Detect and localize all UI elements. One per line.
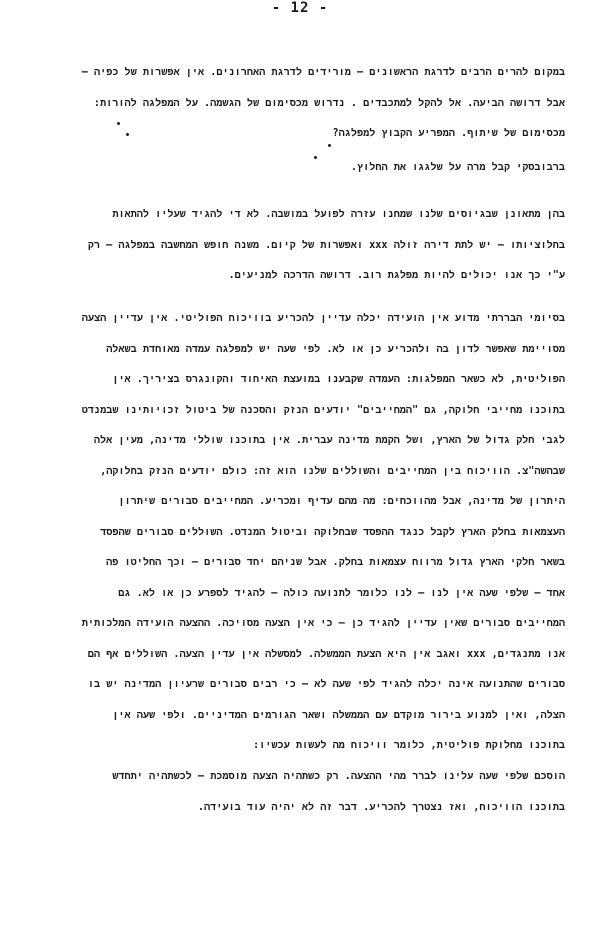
- ink-dot: [117, 122, 120, 125]
- text-line: אחד – שלפי שעה אין לנו – לנו כלומר לתנועה כולה – להגיד לספרע כן או לא. גם: [118, 587, 565, 599]
- page-number: - 12 -: [271, 0, 329, 16]
- text-line: בהן מתאונן שבגיוסים שלנו שמחנו עזרה לפועל במושבה. לא די להגיד שעליו להתאות: [112, 209, 565, 220]
- text-line: בחלוציותו – יש לתת דירה זולה xxx ואפשרות של קיום. משנה חופש המחשבה במפלגה – רק: [87, 239, 565, 251]
- text-line: הוסכם שלפי שעה עלינו לברר מהי ההצעה. רק כשתהיה הצעה מוסמכת – לכשתהיה יתחדש: [112, 771, 565, 782]
- text-line: הפוליטית, לא כשאר המפלגות: העמדה שקבענו במועצת האיחוד והקונגרס בציריך. אין: [112, 374, 565, 385]
- text-line: אבל דרושה הביעה. אל להקל למתכבדים . נדרוש מכסימום של הגשמה. על המפלגה להורות:: [93, 97, 565, 109]
- ink-dot: [314, 156, 317, 159]
- text-line: מסויימת שאפשר לדון בה ולהכריע כן או לא. לפי שעה יש למפלגה עמדה מאוחדת בשאלה: [106, 343, 565, 355]
- text-line: ברבובסקי קבל מרה על שלגגו את החלוץ.: [350, 162, 565, 173]
- paragraph: [40, 200, 565, 292]
- text-line: העצמאות בחלק הארץ לקבל כנגד ההפסד שבחלוקה וביטול המנדט. השוללים סבורים שהפסד: [100, 526, 565, 538]
- text-line: בתוכנו מחלוקת פוליטית, כלומר וויכוח מה לעשות עכשיו:: [253, 740, 565, 751]
- text-line: בתוכנו הוויכוח, ואז נצטרך להכריע. דבר זה לא יהיה עוד בועידה.: [197, 801, 565, 813]
- paragraph: [40, 762, 565, 823]
- text-line: הצלה, ואין למנוע בירור מוקדם עם הממשלה ושאר הגורמים המדיניים. ולפי שעה אין: [112, 709, 565, 721]
- text-line: היתרון של מדינה, אבל מהווכחים: מה מהם עדיף ומכריע. המחייבים סבורים שיתרון: [118, 496, 565, 507]
- text-line: במקום להרים הרבים לדרגת הראשונים – מורידים לדרגת האחרונים. אין אפשרות של כפיה –: [81, 67, 565, 78]
- text-line: בתוכנו מחייבי חלוקה, גם "המחייבים" יודעים הנזק והסכנה של ביטול זכויותינו שבמנדט: [81, 404, 565, 416]
- text-line: שבהשה"צ. הוויכוח בין המחייבים והשוללים שלנו הוא זה: כולם יודעים הנזק בחלוקה,: [100, 465, 565, 477]
- paragraph: [40, 58, 565, 150]
- text-line: המחייבים סבורים שאין עדיין להגיד כן – כי אין הצעה מסויכה. ההצעה הועידה המלכותית: [81, 618, 565, 629]
- paragraph: [40, 304, 565, 762]
- ink-dot: [126, 133, 129, 136]
- text-line: בסיומי הבררתי מדוע אין הועידה יכלה עדיין להכריע בוויכוח הפוליטי. אין עדיין הצעה: [81, 313, 565, 324]
- text-line: מכסימום של שיתוף. המפריע הקבוץ למפלגה?: [332, 128, 565, 139]
- paragraph: [40, 153, 565, 184]
- text-line: לגבי חלק גדול של הארץ, ושל הקמת מדינה עברית. אין בתוכנו שוללי מדינה, מעין אלה: [93, 435, 565, 446]
- text-line: בשאר חלקי הארץ גדול מרווח עצמאות בחלק. אבל שניהם יחד סבורים – וכך החליטו פה: [106, 557, 565, 568]
- text-line: אנו מתנגדים, xxx ואגב אין היא הצעת הממשלה. למסשלה אין עדין הצעה. השוללים אף הם: [87, 648, 565, 660]
- text-line: ע"י כך אנו יכולים להיות מפלגת רוב. דרושה הדרכה למניעים.: [228, 270, 565, 281]
- text-line: סבורים שהתנועה אינה יכלה להגיד לפי שעה לא – כי רבים סבורים שרעיון המדינה יש בו: [87, 679, 565, 690]
- ink-dot: [328, 144, 331, 147]
